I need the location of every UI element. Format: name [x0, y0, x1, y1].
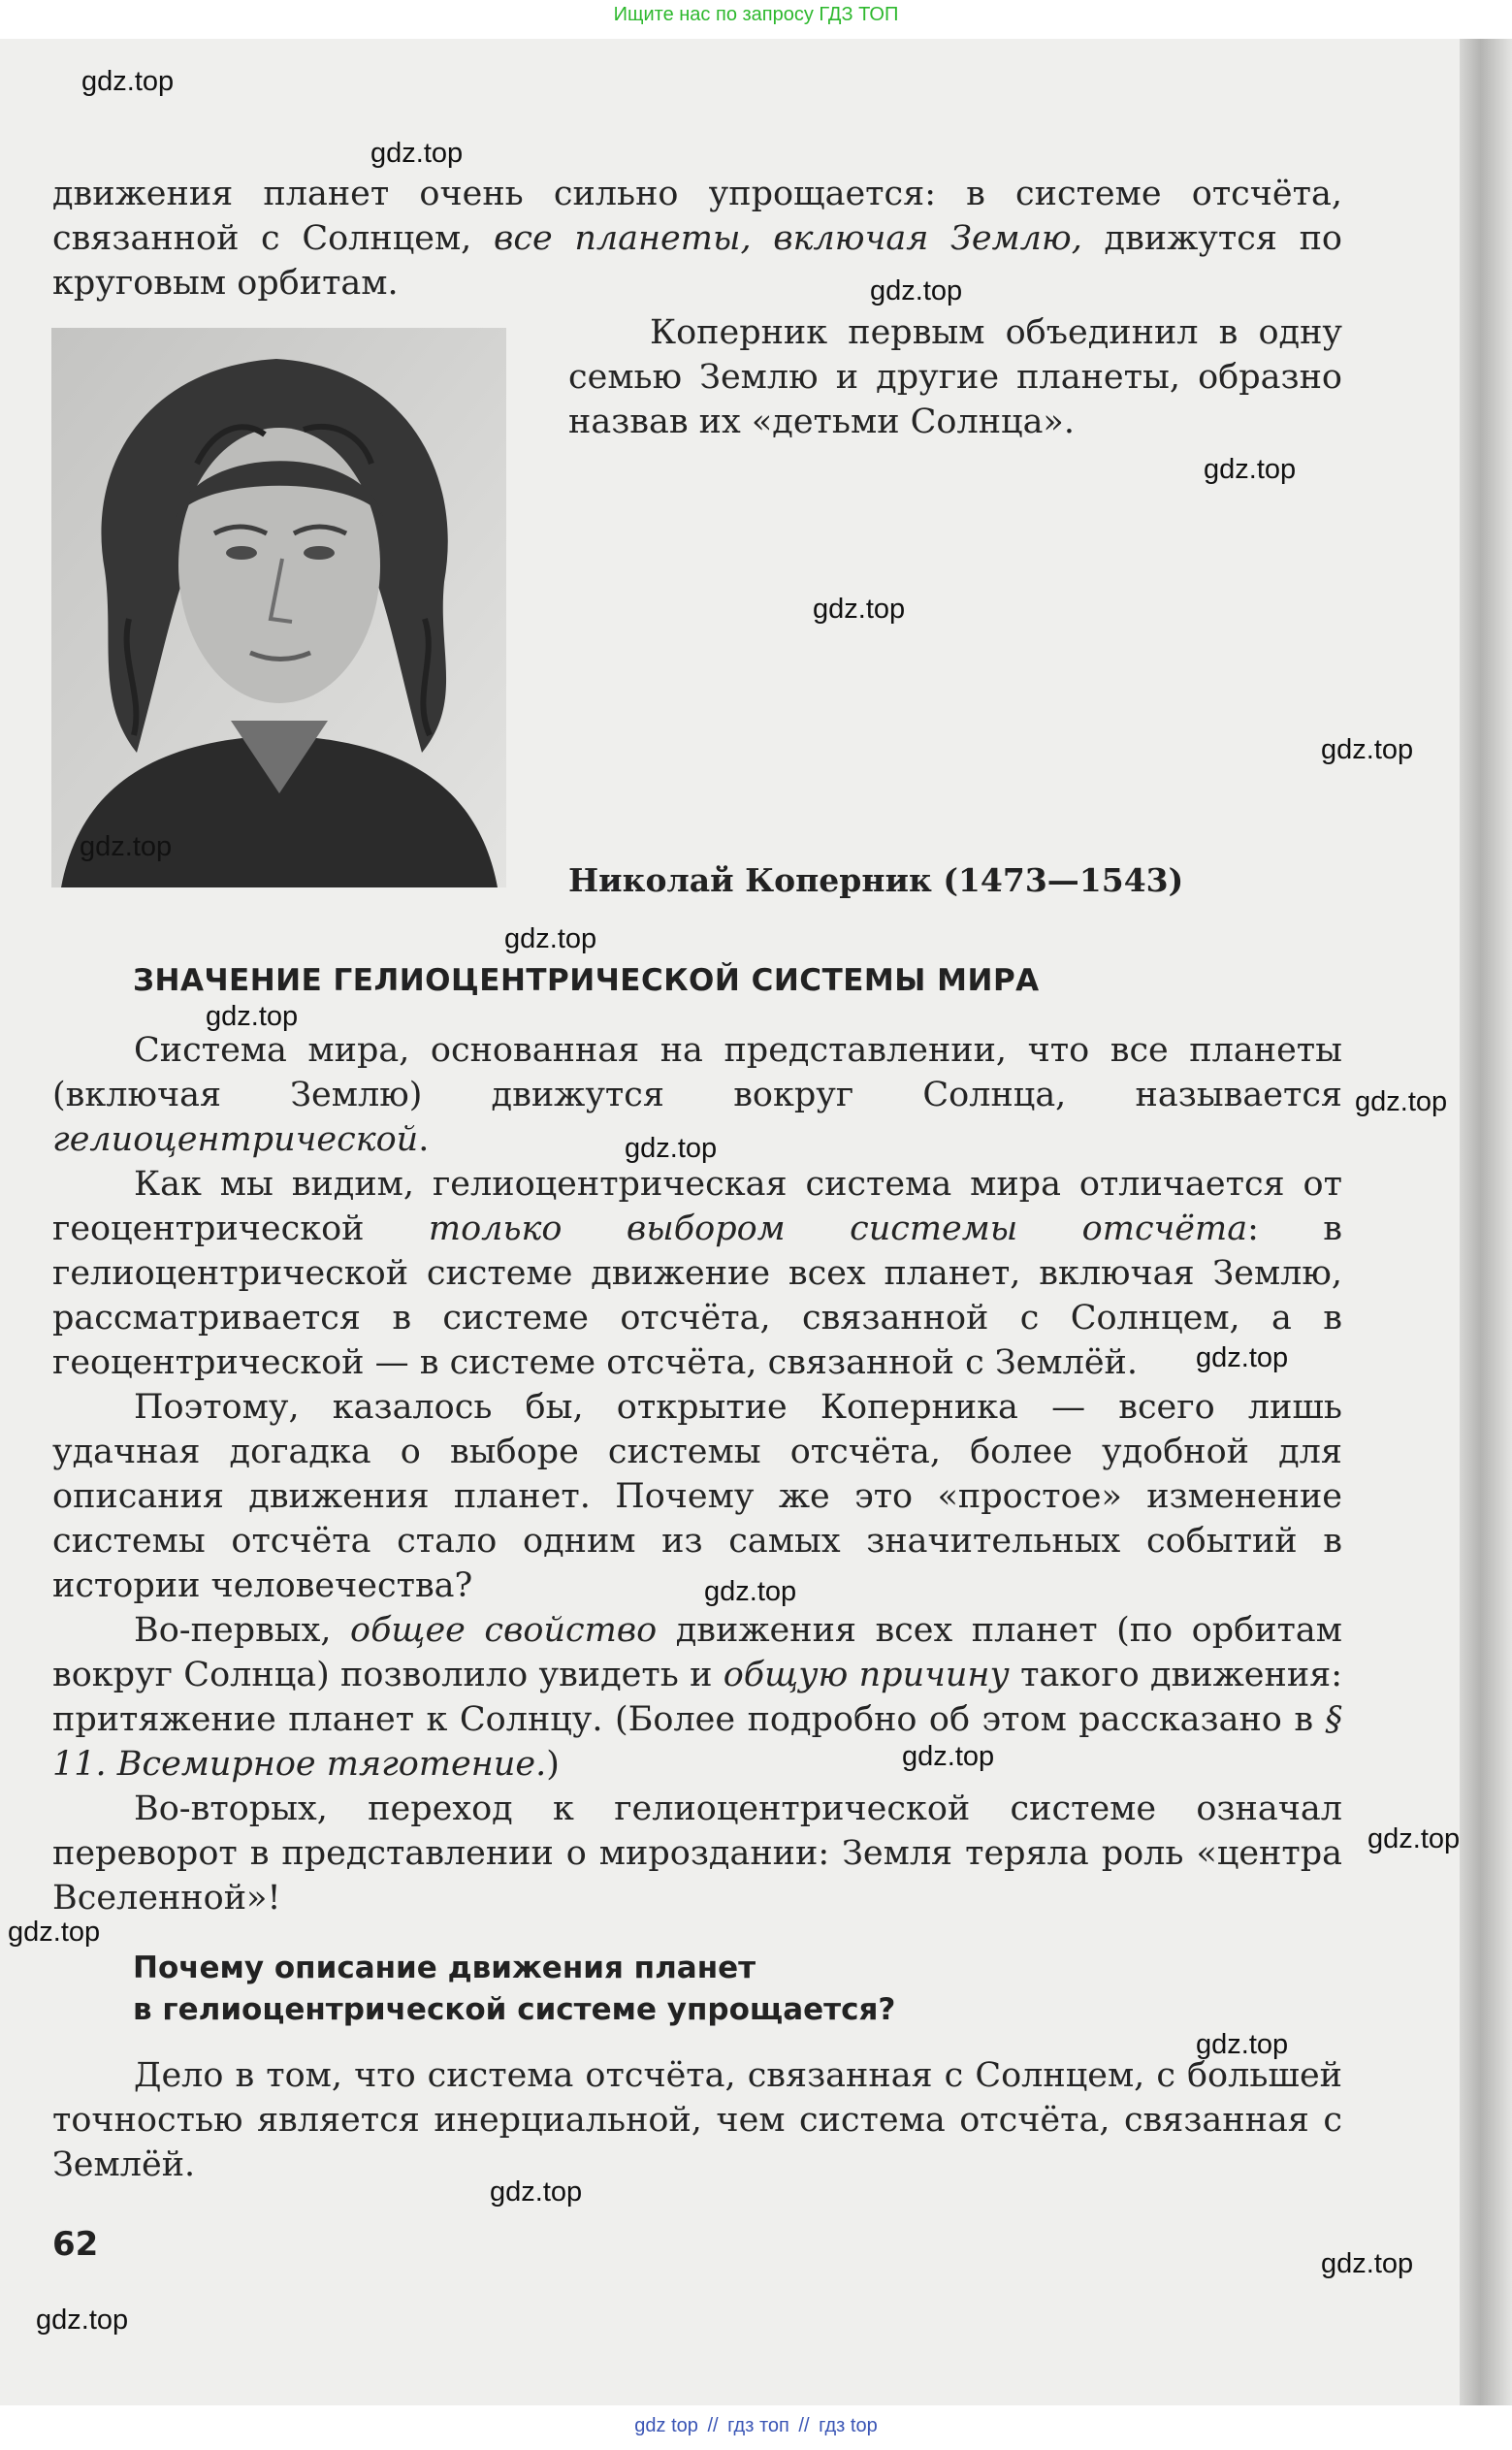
p2-text-b: : в гелиоцентрической системе движение всех планет, включая Землю, рассматривается в системе отсчёта, связанной с Солнцем, а в геоцентрической — в системе отсчёта, связанной с Землёй. [52, 1209, 1342, 1382]
portrait-image [51, 328, 506, 887]
watermark: gdz.top [704, 1576, 797, 1607]
watermark: gdz.top [1355, 1086, 1448, 1117]
watermark: gdz.top [902, 1741, 995, 1772]
intro-paragraph [52, 172, 1342, 306]
watermark: gdz.top [625, 1133, 718, 1164]
watermark: gdz.top [870, 275, 963, 306]
copernicus-portrait-frame [51, 328, 506, 887]
watermark: gdz.top [80, 831, 173, 862]
bottom-separator-1: // [707, 2415, 719, 2436]
page-number: 62 [52, 2225, 99, 2264]
paragraph-5: Во-вторых, переход к гелиоцентрической системе означал переворот в представлении о мироздании: Земля теряла роль «центра Вселенной»! [52, 1789, 1342, 1918]
watermark: gdz.top [1196, 2029, 1289, 2060]
p4-text-a: Во-первых, [134, 1611, 350, 1650]
p1-text-a: Система мира, основанная на представлении, что все планеты (включая Землю) движутся вокруг Солнца, называется [52, 1031, 1342, 1114]
p4-emphasis-2: общую причину [723, 1656, 1010, 1694]
watermark: gdz.top [490, 2176, 583, 2208]
bottom-links [0, 2415, 1512, 2437]
watermark: gdz.top [1321, 2248, 1414, 2279]
section-heading: ЗНАЧЕНИЕ ГЕЛИОЦЕНТРИЧЕСКОЙ СИСТЕМЫ МИРА [133, 963, 1040, 998]
p1-text-b: . [418, 1120, 430, 1159]
watermark: gdz.top [1321, 734, 1414, 765]
bottom-link-3[interactable]: гдз top [819, 2415, 878, 2436]
watermark: gdz.top [1367, 1823, 1461, 1854]
question-heading-line-2: в гелиоцентрической системе упрощается? [133, 1992, 896, 2027]
bottom-link-1[interactable]: gdz top [634, 2415, 698, 2436]
p2-emphasis: только выбором системы отсчёта [428, 1209, 1248, 1248]
top-banner-link[interactable]: Ищите нас по запросу ГДЗ ТОП [613, 4, 899, 25]
question-heading [133, 1948, 895, 2031]
p4-text-d: ) [546, 1745, 560, 1784]
p1-emphasis: гелиоцентрической [52, 1120, 419, 1159]
watermark: gdz.top [370, 138, 464, 169]
paragraph-3: Поэтому, казалось бы, открытие Коперника — всего лишь удачная догадка о выборе системы отсчёта, более удобной для описания движения планет. Почему же это «простое» изменение системы отсчёта стало одним из самых значительных событий в истории человечества? [52, 1388, 1342, 1605]
side-paragraph [568, 310, 1342, 444]
watermark: gdz.top [504, 923, 597, 954]
watermark: gdz.top [1196, 1342, 1289, 1373]
question-heading-line-1: Почему описание движения планет [133, 1950, 756, 1985]
watermark: gdz.top [1204, 454, 1297, 485]
p2-text-a: Как мы видим, гелиоцентрическая система мира отличается от геоцентрической [52, 1165, 1342, 1248]
watermark: gdz.top [206, 1001, 299, 1032]
intro-text-b: движутся по круговым орбитам. [52, 219, 1342, 303]
paragraph-2 [52, 1162, 1342, 1385]
watermark: gdz.top [36, 2305, 129, 2336]
answer-paragraph [52, 2053, 1342, 2187]
portrait-caption: Николай Коперник (1473—1543) [568, 861, 1184, 899]
watermark: gdz.top [813, 594, 906, 625]
bottom-separator-2: // [798, 2415, 810, 2436]
p4-text-c: такого движения: притяжение планет к Солнцу. (Более подробно об этом рассказано в [52, 1656, 1343, 1739]
bottom-link-2[interactable]: гдз топ [727, 2415, 789, 2436]
p4-emphasis-1: общее свойство [350, 1611, 658, 1650]
paragraph-6: Дело в том, что система отсчёта, связанная с Солнцем, с большей точностью является инерциальной, чем система отсчёта, связанная с Землёй. [52, 2056, 1342, 2184]
watermark: gdz.top [81, 66, 175, 97]
paragraph-4 [52, 1608, 1342, 1787]
p4-emphasis-3: § 11. Всемирное тяготение. [52, 1700, 1342, 1784]
intro-emphasis: все планеты, включая Землю, [493, 219, 1082, 258]
page-edge-shadow [1460, 39, 1512, 2405]
p4-text-b: движения всех планет (по орбитам вокруг Солнца) позволило увидеть и [52, 1611, 1342, 1694]
watermark: gdz.top [8, 1917, 101, 1948]
intro-text-a: движения планет очень сильно упрощается: в системе отсчёта, связанной с Солнцем, [52, 175, 1342, 258]
side-paragraph-text: Коперник первым объединил в одну семью Землю и другие планеты, образно назвав их «детьми Солнца». [568, 313, 1342, 441]
